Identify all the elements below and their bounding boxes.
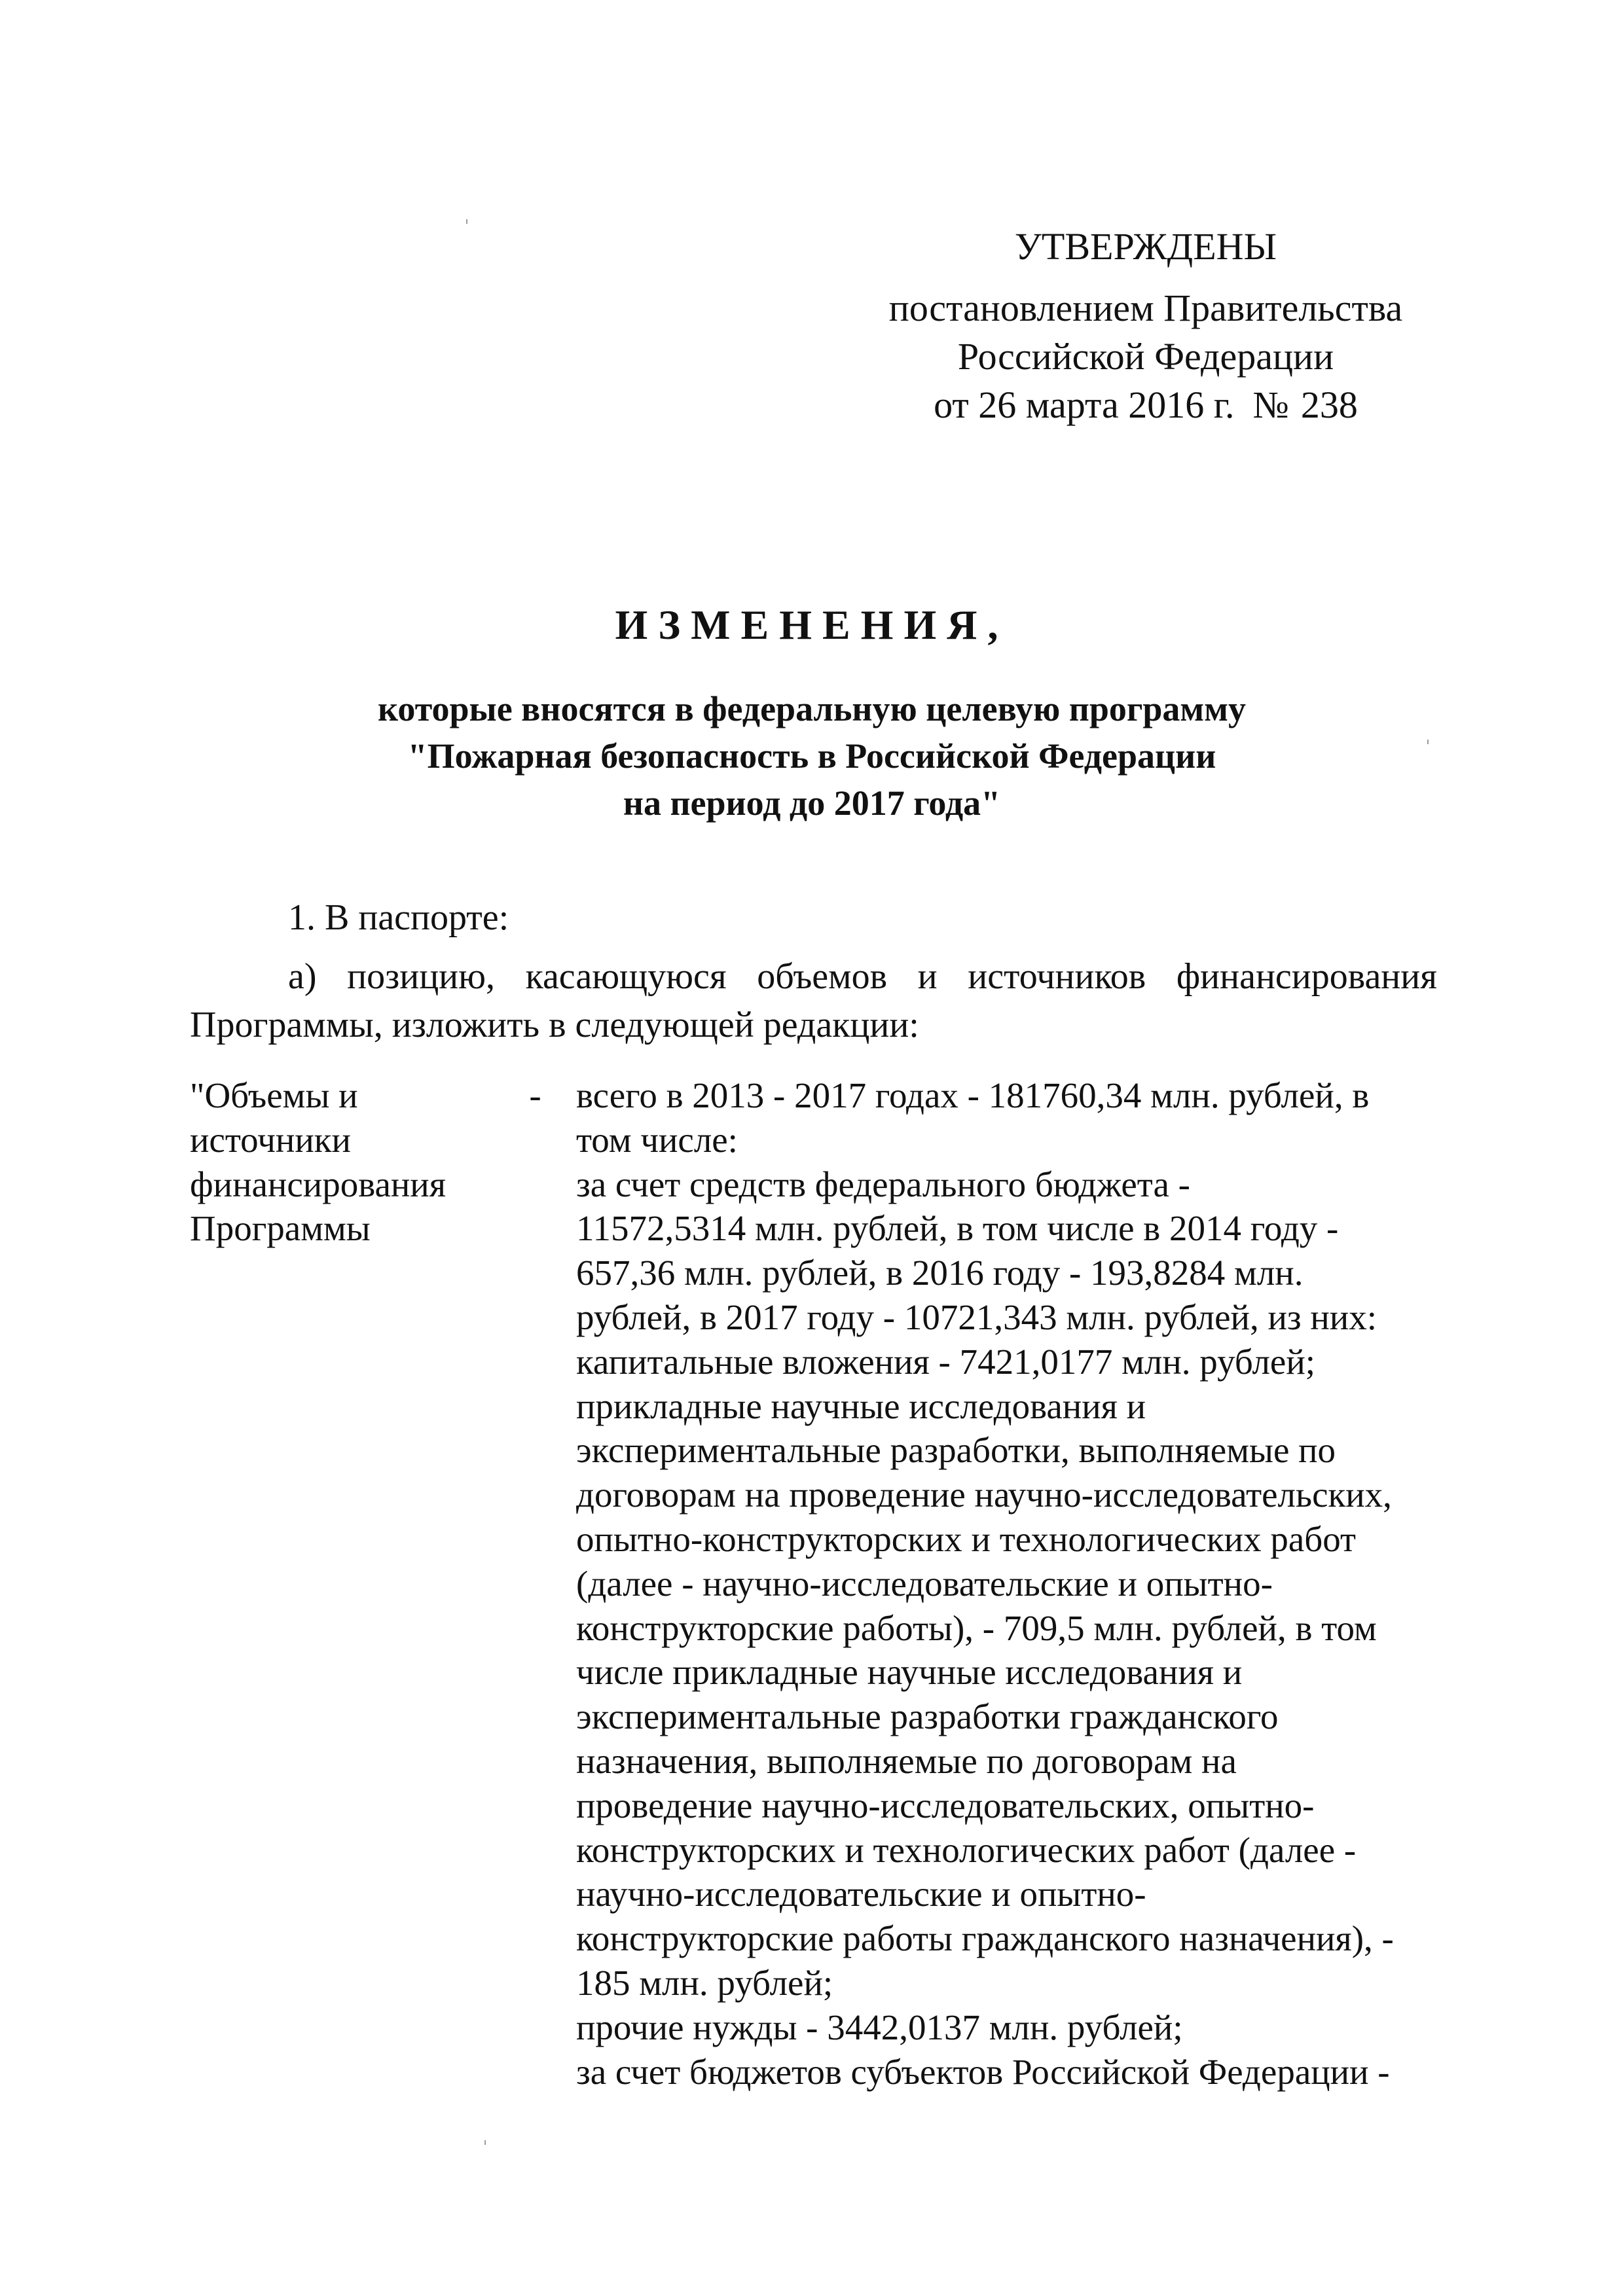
passport-value-line: 185 млн. рублей; — [576, 1962, 833, 2003]
passport-value-line: (далее - научно-исследовательские и опытно- — [576, 1563, 1273, 1604]
approval-number: 238 — [1300, 384, 1358, 426]
passport-label-column — [190, 1073, 494, 2094]
passport-value-line: научно-исследовательские и опытно- — [576, 1874, 1146, 1914]
approval-block — [851, 223, 1440, 429]
body-text — [190, 893, 1437, 1049]
passport-value-line: конструкторских и технологических работ (далее - — [576, 1829, 1357, 1870]
passport-value-line: том числе: — [576, 1119, 738, 1160]
passport-value-line: экспериментальные разработки, выполняемые по — [576, 1430, 1336, 1471]
scan-speck — [466, 219, 467, 224]
passport-value-line: за счет бюджетов субъектов Российской Федерации - — [576, 2051, 1390, 2092]
passport-label-line: Программы — [190, 1208, 371, 1249]
passport-value-line: проведение научно-исследовательских, опытно- — [576, 1785, 1315, 1825]
passport-dash: - — [529, 1075, 541, 1115]
approval-number-sign: № — [1252, 384, 1289, 426]
passport-value-line: прикладные научные исследования и — [576, 1386, 1146, 1426]
passport-value-line: за счет средств федерального бюджета - — [576, 1164, 1190, 1204]
approval-date-line — [851, 381, 1440, 429]
passport-label-line: источники — [190, 1119, 351, 1160]
passport-value-line: опытно-конструкторских и технологических работ — [576, 1518, 1357, 1559]
passport-value-line: экспериментальные разработки гражданского — [576, 1696, 1279, 1737]
title-line-2: "Пожарная безопасность в Российской Федерации — [407, 736, 1216, 776]
passport-value-line: всего в 2013 - 2017 годах - 181760,34 млн. рублей, в — [576, 1075, 1370, 1115]
passport-value-line: назначения, выполняемые по договорам на — [576, 1740, 1237, 1781]
passport-value-line: конструкторские работы гражданского назначения), - — [576, 1918, 1394, 1959]
passport-value-line: 657,36 млн. рублей, в 2016 году - 193,8284 млн. — [576, 1253, 1304, 1293]
title-main: ИЗМЕНЕНИЯ, — [615, 601, 1009, 648]
passport-label-line: "Объемы и — [190, 1075, 358, 1115]
approval-heading: УТВЕРЖДЕНЫ — [1014, 225, 1277, 268]
approval-line-resolution: постановлением Правительства — [888, 287, 1403, 329]
passport-label-line: финансирования — [190, 1164, 447, 1204]
scan-speck — [484, 2140, 486, 2145]
paragraph-item-1a: а) позицию, касающуюся объемов и источников финансирования Программы, изложить в следующей редакции: — [190, 956, 1437, 1045]
approval-line-federation: Российской Федерации — [957, 335, 1334, 378]
title-line-3: на период до 2017 года" — [623, 783, 1001, 823]
passport-value-line: договорам на проведение научно-исследовательских, — [576, 1475, 1392, 1515]
passport-value-line: прочие нужды - 3442,0137 млн. рублей; — [576, 2007, 1183, 2047]
title-line-1: которые вносятся в федеральную целевую программу — [378, 689, 1246, 728]
approval-date: от 26 марта 2016 г. — [934, 384, 1235, 426]
passport-table — [190, 1073, 1437, 2094]
paragraph-item-1: 1. В паспорте: — [288, 897, 509, 938]
passport-value-column — [576, 1073, 1447, 2094]
passport-value-line: рублей, в 2017 году - 10721,343 млн. рублей, из них: — [576, 1297, 1377, 1337]
passport-value-line: числе прикладные научные исследования и — [576, 1652, 1243, 1693]
passport-value-line: конструкторские работы), - 709,5 млн. рублей, в том — [576, 1607, 1377, 1648]
passport-value-line: капитальные вложения - 7421,0177 млн. рублей; — [576, 1341, 1316, 1382]
document-title — [183, 599, 1440, 827]
passport-value-line: 11572,5314 млн. рублей, в том числе в 2014 году - — [576, 1208, 1339, 1249]
